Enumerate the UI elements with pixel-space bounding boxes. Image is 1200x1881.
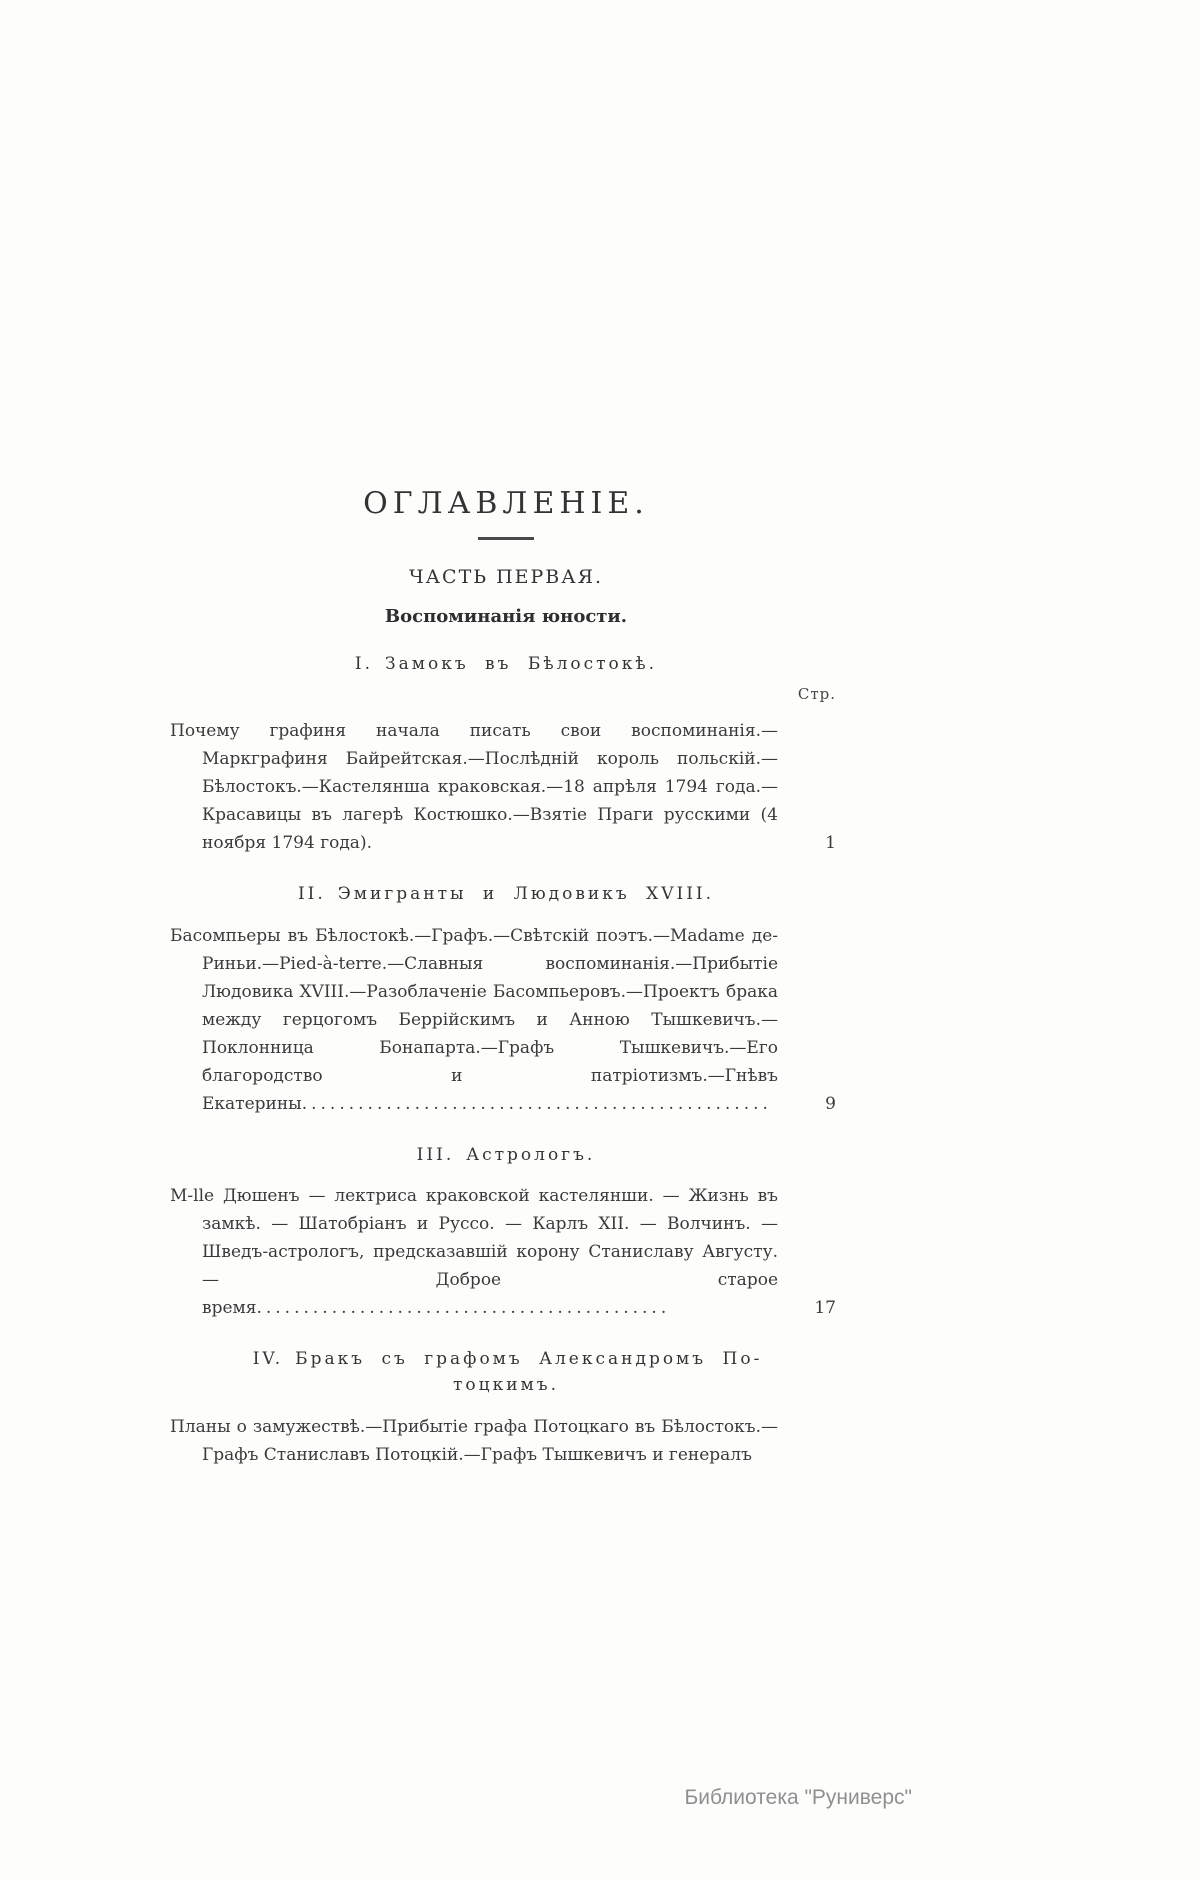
part-subtitle: Воспоминанія юности.	[384, 606, 628, 627]
entry-text: Планы о замужествѣ.—Прибытіе графа Потоцкаго въ Бѣлостокъ.— Графъ Станиславъ Потоцкій.—Графъ Тышкевичъ и генералъ	[170, 1416, 778, 1465]
entry-text: Почему графиня начала писать свои воспоминанія.—Маркграфиня Байрейтская.—Послѣдній король польскій.—Бѣлостокъ.—Кастелянша краковская.—18 апрѣля 1794 года.—Красавицы въ лагерѣ Костюшко.—Взятіе Праги русскими (4 ноября 1794 года).	[170, 721, 778, 854]
page-title: ОГЛАВЛЕНІЕ.	[363, 486, 649, 521]
dot-leader: ..................................................	[301, 1093, 772, 1114]
toc-section	[170, 881, 842, 1117]
content-column	[170, 486, 842, 1469]
page-number: 9	[825, 1093, 836, 1114]
dot-leader: ............................................	[256, 1298, 671, 1319]
toc-entry	[170, 1413, 842, 1469]
section-number: I.	[354, 654, 374, 674]
entry-text: M-lle Дюшенъ — лектриса краковской кастелянши. — Жизнь въ замкѣ. — Шатобріанъ и Руссо. — Карлъ XII. — Волчинъ. — Шведъ-астрологъ, предсказавшій корону Станиславу Августу.— Доброе старое время	[170, 1186, 778, 1319]
section-title: Эмигранты и Людовикъ XVIII.	[337, 884, 715, 905]
section-heading	[170, 881, 842, 907]
part-heading: ЧАСТЬ ПЕРВАЯ.	[408, 566, 604, 588]
toc-section	[170, 1346, 842, 1469]
section-title: Астрологъ.	[466, 1144, 596, 1165]
section-title: Замокъ въ Бѣлостокѣ.	[385, 654, 658, 674]
section-number: III.	[416, 1144, 455, 1165]
section-heading	[226, 1346, 786, 1399]
toc-entry	[170, 1182, 842, 1322]
section-heading	[170, 1142, 842, 1168]
section-title: Бракъ съ графомъ Александромъ Потоцкимъ.	[295, 1349, 760, 1396]
page-number: 17	[814, 1298, 836, 1319]
toc-section	[170, 1142, 842, 1322]
toc-section	[170, 651, 842, 857]
toc-entry	[170, 717, 842, 857]
page-column-header: Стр.	[797, 685, 836, 704]
page-number: 1	[825, 833, 836, 854]
title-divider	[478, 537, 534, 540]
section-number: II.	[297, 884, 326, 905]
section-heading	[170, 651, 842, 677]
entry-text: Басомпьеры въ Бѣлостокѣ.—Графъ.—Свѣтскій поэтъ.—Madame де-Риньи.—Pied-à-terre.—Славныя воспоминанія.—Прибытіе Людовика XVIII.—Разоблаченіе Басомпьеровъ.—Проектъ брака между герцогомъ Беррійскимъ и Анною Тышкевичъ.—Поклонница Бонапарта.—Графъ Тышкевичъ.—Его благородство и патріотизмъ.—Гнѣвъ Екатерины	[170, 925, 778, 1114]
section-number: IV.	[252, 1349, 284, 1370]
library-watermark: Библиотека "Руниверс"	[684, 1786, 912, 1809]
toc-entry	[170, 922, 842, 1118]
